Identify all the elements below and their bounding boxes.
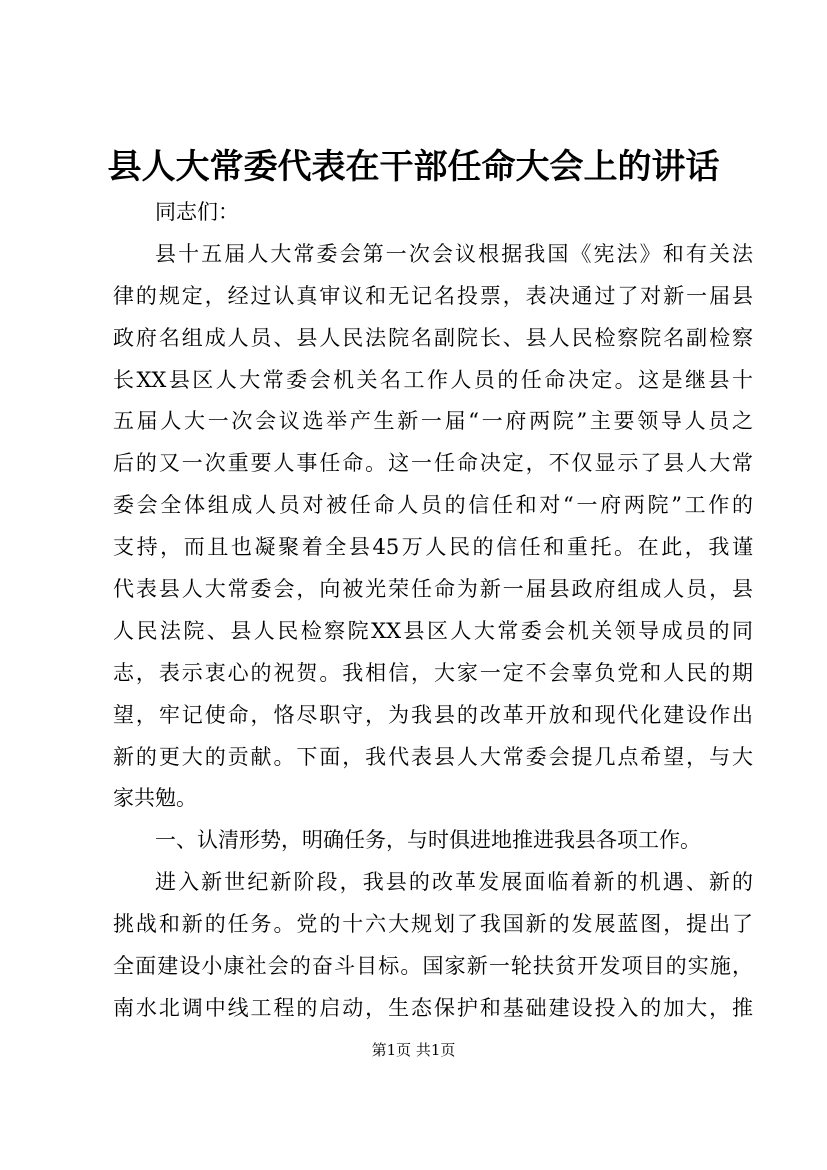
paragraph-line: 望，牢记使命，恪尽职守，为我县的改革开放和现代化建设作出 xyxy=(113,702,753,727)
salutation-line: 同志们： xyxy=(155,200,239,224)
paragraph-line: 县十五届人大常委会第一次会议根据我国《宪法》和有关法 xyxy=(155,241,753,266)
paragraph-line: 人民法院、县人民检察院XX县区人大常委会机关领导成员的同 xyxy=(113,618,753,643)
paragraph-line: 律的规定，经过认真审议和无记名投票，表决通过了对新一届县 xyxy=(113,283,753,308)
paragraph-line: 新的更大的贡献。下面，我代表县人大常委会提几点希望，与大 xyxy=(113,744,753,769)
paragraph-line: 长XX县区人大常委会机关名工作人员的任命决定。这是继县十 xyxy=(113,367,753,392)
paragraph-line: 进入新世纪新阶段，我县的改革发展面临着新的机遇、新的 xyxy=(155,870,753,895)
paragraph-line: 政府名组成人员、县人民法院名副院长、县人民检察院名副检察 xyxy=(113,325,753,350)
paragraph-line: 支持，而且也凝聚着全县45万人民的信任和重托。在此，我谨 xyxy=(113,535,753,560)
paragraph-line: 五届人大一次会议选举产生新一届“一府两院”主要领导人员之 xyxy=(113,409,753,434)
section-heading: 一、认清形势，明确任务，与时俱进地推进我县各项工作。 xyxy=(155,828,701,853)
paragraph-line: 后的又一次重要人事任命。这一任命决定，不仅显示了县人大常 xyxy=(113,451,753,476)
paragraph-line: 志，表示衷心的祝贺。我相信，大家一定不会辜负党和人民的期 xyxy=(113,660,753,685)
page-number-footer: 第1页 共1页 xyxy=(371,1041,456,1059)
paragraph-line: 南水北调中线工程的启动，生态保护和基础建设投入的加大，推 xyxy=(113,995,753,1020)
paragraph-line: 代表县人大常委会，向被光荣任命为新一届县政府组成人员，县 xyxy=(113,577,753,602)
paragraph-line: 全面建设小康社会的奋斗目标。国家新一轮扶贫开发项目的实施， xyxy=(113,954,753,979)
paragraph-line: 挑战和新的任务。党的十六大规划了我国新的发展蓝图，提出了 xyxy=(113,912,753,937)
paragraph-line: 家共勉。 xyxy=(113,786,197,811)
paragraph-line: 委会全体组成人员对被任命人员的信任和对“一府两院”工作的 xyxy=(113,493,753,518)
document-body xyxy=(113,192,753,1030)
document-title: 县人大常委代表在干部任命大会上的讲话 xyxy=(107,147,720,187)
